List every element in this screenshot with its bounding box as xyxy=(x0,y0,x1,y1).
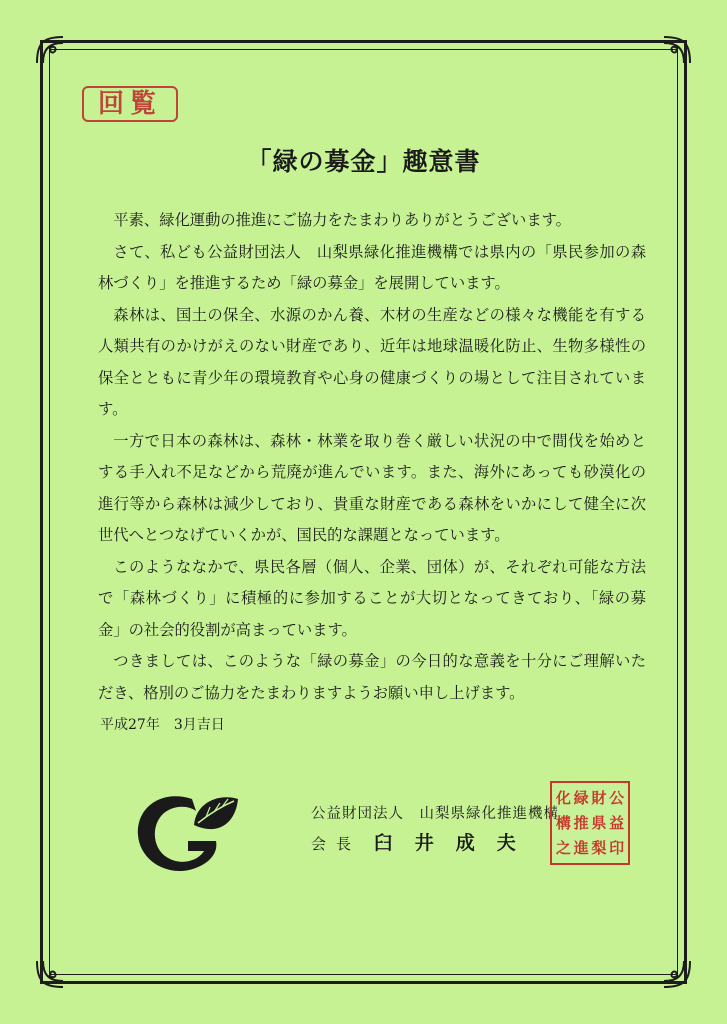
seal-char: 梨 xyxy=(591,838,607,857)
paragraph: 平素、緑化運動の推進にご協力をたまわりありがとうございます。 xyxy=(113,211,571,229)
green-fund-logo xyxy=(132,785,242,881)
circulation-stamp: 回覧 xyxy=(82,86,178,122)
paragraph: さて、私ども公益財団法人 山梨県緑化推進機構では県内の「県民参加の森林づくり」を推進するため「緑の募金」を展開しています。 xyxy=(98,242,646,292)
seal-char: 財 xyxy=(591,788,607,807)
corner-ornament-top-right xyxy=(660,33,694,67)
seal-char: 進 xyxy=(573,838,589,857)
document-body xyxy=(98,205,646,709)
issue-date: 平成27年 3月吉日 xyxy=(100,717,225,733)
seal-char: 構 xyxy=(555,813,571,832)
organization-name: 公益財団法人 山梨県緑化推進機構 xyxy=(311,806,559,822)
seal-char: 印 xyxy=(609,838,625,857)
corner-ornament-top-left xyxy=(33,33,67,67)
seal-char: 公 xyxy=(609,788,625,807)
document-title: 「緑の募金」趣意書 xyxy=(246,147,481,176)
seal-char: 化 xyxy=(555,788,571,807)
official-seal xyxy=(550,781,630,865)
corner-ornament-bottom-right xyxy=(660,957,694,991)
seal-char: 推 xyxy=(573,813,589,832)
president-role: 会長 xyxy=(311,835,362,853)
paragraph: 一方で日本の森林は、森林・林業を取り巻く厳しい状況の中で間伐を始めとする手入れ不足などから荒廃が進んでいます。また、海外にあっても砂漠化の進行等から森林は減少しており、貴重な財産である森林をいかにして健全に次世代へとつなげていくかが、国民的な課題となっています。 xyxy=(98,431,646,544)
seal-char: 益 xyxy=(609,813,625,832)
president-line xyxy=(311,828,538,855)
corner-ornament-bottom-left xyxy=(33,957,67,991)
paragraph: 森林は、国土の保全、水源のかん養、木材の生産などの様々な機能を有する人類共有のかけがえのない財産であり、近年は地球温暖化防止、生物多様性の保全とともに青少年の環境教育や心身の健康づくりの場として注目されています。 xyxy=(98,305,646,418)
seal-char: 緑 xyxy=(573,788,589,807)
seal-char: 之 xyxy=(555,838,571,857)
president-name: 臼井成夫 xyxy=(373,832,538,854)
paragraph: このようななかで、県民各層（個人、企業、団体）が、それぞれ可能な方法で「森林づくり」に積極的に参加することが大切となってきており、「緑の募金」の社会的役割が高まっています。 xyxy=(98,557,646,639)
seal-char: 県 xyxy=(591,813,607,832)
paragraph: つきましては、このような「緑の募金」の今日的な意義を十分にご理解いただき、格別のご協力をたまわりますようお願い申し上げます。 xyxy=(98,652,646,702)
